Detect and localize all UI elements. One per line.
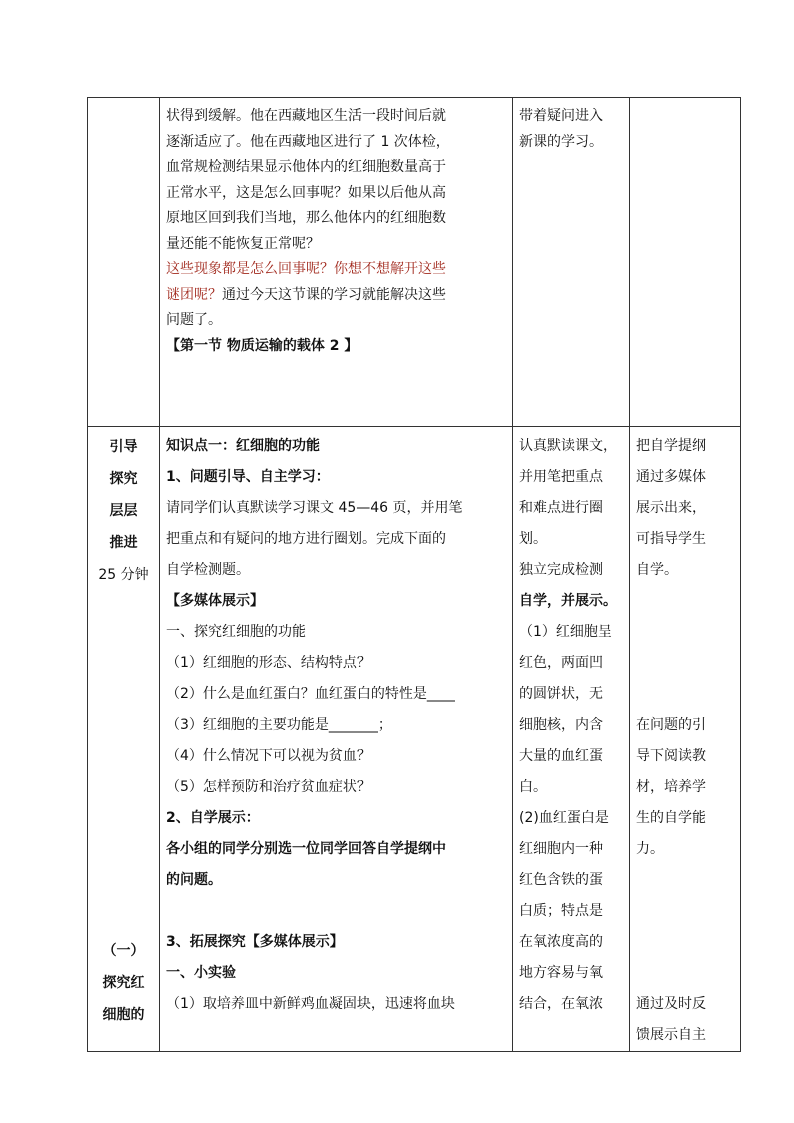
- intent-line: 把自学提纲: [636, 438, 706, 454]
- content-line: （1）取培养皿中新鲜鸡血凝固块，迅速将血块: [166, 996, 455, 1012]
- student-line: 自学，并展示。: [519, 593, 617, 609]
- content-line: 把重点和有疑问的地方进行圈划。完成下面的: [166, 531, 446, 547]
- student-line: 红色含铁的蛋: [519, 872, 603, 888]
- spacer: [166, 896, 506, 927]
- stage-cell: [88, 98, 160, 427]
- intent-line: 可指导学生: [636, 531, 706, 547]
- student-line: 新课的学习。: [519, 133, 603, 150]
- content-line: 量还能不能恢复正常呢？: [166, 235, 320, 252]
- content-line-red: 这些现象都是怎么回事呢？你想不想解开这些: [166, 261, 446, 277]
- student-line: (2)血红蛋白是: [519, 810, 609, 826]
- subheading: 一、小实验: [166, 965, 236, 981]
- student-activity-cell: [513, 427, 630, 1052]
- question-item: （4）什么情况下可以视为贫血？: [166, 748, 371, 764]
- stage-label: 探究: [109, 471, 138, 487]
- content-line: 各小组的同学分别选一位同学回答自学提纲中: [166, 841, 446, 857]
- student-line: 和难点进行圈: [519, 500, 603, 516]
- design-intent-cell: [630, 427, 741, 1052]
- table-row: [88, 98, 741, 427]
- student-line: 白质；特点是: [519, 903, 603, 919]
- stage-time: 25 分钟: [98, 567, 149, 583]
- intent-line: 力。: [636, 841, 664, 857]
- student-line: 白。: [519, 779, 547, 795]
- design-intent-cell: [630, 98, 741, 427]
- subheading: 一、探究红细胞的功能: [166, 624, 306, 640]
- stage-label: 引导: [109, 439, 138, 455]
- stage-subsection: 细胞的: [102, 1007, 145, 1023]
- stage-label: 推进: [109, 535, 138, 551]
- step-title: 1、问题引导、自主学习：: [166, 469, 330, 485]
- student-line: 红色，两面凹: [519, 655, 603, 671]
- table-row: [88, 427, 741, 1052]
- intent-line: 生的自学能: [636, 810, 706, 826]
- stage-subsection: 探究红: [102, 975, 145, 991]
- question-item: （3）红细胞的主要功能是_______；: [166, 717, 392, 733]
- knowledge-point-title: 知识点一：红细胞的功能: [166, 438, 320, 454]
- student-line: 独立完成检测: [519, 562, 603, 578]
- question-item: （1）红细胞的形态、结构特点？: [166, 655, 371, 671]
- student-line: 划。: [519, 531, 547, 547]
- content-line: 原地区回到我们当地，那么他体内的红细胞数: [166, 210, 446, 226]
- content-line: 问题了。: [166, 312, 222, 328]
- content-line: 逐渐适应了。他在西藏地区进行了 1 次体检，: [166, 133, 450, 150]
- student-line: 带着疑问进入: [519, 108, 603, 124]
- section-title: 【第一节 物质运输的载体 2 】: [166, 337, 359, 354]
- content-cell: [160, 427, 513, 1052]
- intent-line: 导下阅读教: [636, 748, 706, 764]
- intent-line: 馈展示自主: [636, 1027, 706, 1043]
- student-line: 细胞核，内含: [519, 717, 603, 733]
- stage-label: 层层: [109, 503, 138, 519]
- content-line: 状得到缓解。他在西藏地区生活一段时间后就: [166, 108, 446, 124]
- student-line: 在氧浓度高的: [519, 934, 603, 950]
- question-item: （5）怎样预防和治疗贫血症状？: [166, 779, 371, 795]
- media-label: 【多媒体展示】: [166, 593, 264, 609]
- student-line: 结合，在氧浓: [519, 996, 603, 1012]
- intent-line: 自学。: [636, 562, 678, 578]
- content-line: 的问题。: [166, 872, 222, 888]
- spacer: [636, 865, 734, 989]
- lesson-plan-table: [87, 97, 741, 1052]
- intent-line: 在问题的引: [636, 717, 706, 733]
- question-item: （2）什么是血红蛋白？血红蛋白的特性是____: [166, 686, 455, 702]
- content-line: 血常规检测结果显示他体内的红细胞数量高于: [166, 159, 446, 175]
- spacer: [88, 591, 159, 935]
- stage-cell: [88, 427, 160, 1052]
- content-line: 正常水平，这是怎么回事呢？如果以后他从高: [166, 184, 446, 201]
- student-line: （1）红细胞呈: [519, 624, 612, 640]
- student-line: 地方容易与氧: [519, 965, 603, 981]
- student-line: 并用笔把重点: [519, 469, 603, 485]
- step-title: 2、自学展示：: [166, 810, 260, 826]
- content-cell: [160, 98, 513, 427]
- student-line: 大量的血红蛋: [519, 748, 603, 764]
- student-line: 认真默读课文，: [519, 438, 617, 454]
- student-line: 红细胞内一种: [519, 841, 603, 857]
- stage-subsection: （一）: [102, 943, 145, 959]
- content-line: [166, 283, 506, 309]
- intent-line: 展示出来，: [636, 500, 706, 516]
- spacer: [636, 586, 734, 710]
- content-span: 通过今天这节课的学习就能解决这些: [222, 286, 446, 303]
- content-line: 请同学们认真默读学习课文 45—46 页，并用笔: [166, 500, 463, 516]
- student-line: 的圆饼状，无: [519, 686, 603, 702]
- content-line: 自学检测题。: [166, 562, 250, 578]
- intent-line: 材，培养学: [636, 779, 706, 795]
- intent-line: 通过多媒体: [636, 469, 706, 485]
- step-title: 3、拓展探究【多媒体展示】: [166, 934, 344, 950]
- intent-line: 通过及时反: [636, 996, 706, 1012]
- student-activity-cell: [513, 98, 630, 427]
- content-red-span: 谜团呢？: [166, 286, 222, 303]
